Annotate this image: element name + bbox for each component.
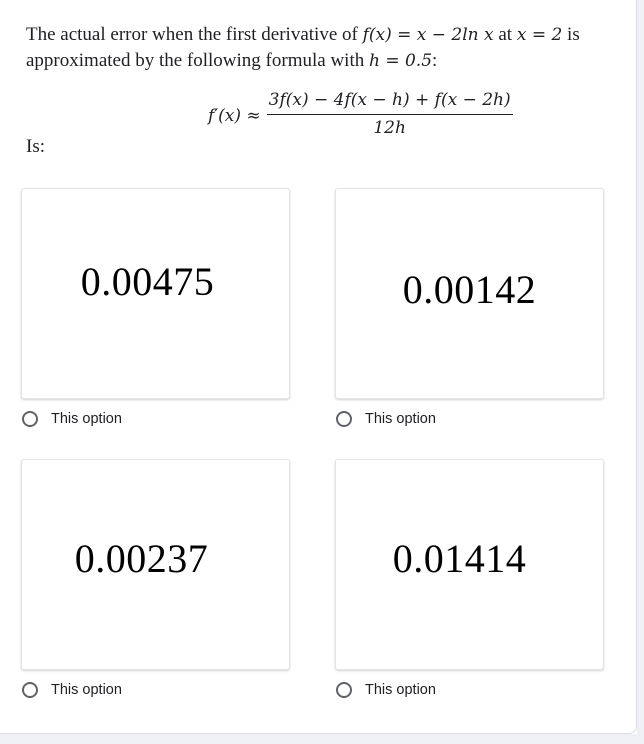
option-label-2: This option xyxy=(365,411,436,427)
derivative-formula xyxy=(208,90,513,138)
formula-lhs: f′(x) ≈ xyxy=(208,106,261,126)
page-background-edge xyxy=(637,0,644,744)
function-expression: f(x) = x − 2ln x xyxy=(362,25,494,45)
radio-button-2[interactable] xyxy=(336,411,352,427)
formula-denominator: 12h xyxy=(373,118,406,138)
option-label-3: This option xyxy=(51,682,122,698)
formula-fraction xyxy=(267,90,513,138)
option-radio-row-3[interactable] xyxy=(22,682,122,698)
option-radio-row-4[interactable] xyxy=(336,682,436,698)
option-card-1[interactable] xyxy=(21,188,290,399)
question-text-part: at xyxy=(493,24,517,45)
page-background-edge-bottom xyxy=(0,734,644,744)
radio-button-1[interactable] xyxy=(22,411,38,427)
question-text xyxy=(26,22,616,74)
option-radio-row-2[interactable] xyxy=(336,411,436,427)
option-value-2: 0.00142 xyxy=(402,267,537,312)
question-text-part: The actual error when the first derivative of xyxy=(26,24,363,45)
radio-button-4[interactable] xyxy=(336,682,352,698)
option-label-4: This option xyxy=(365,682,436,698)
option-radio-row-1[interactable] xyxy=(22,411,122,427)
question-text-part: is approximated by the following formula with xyxy=(26,24,580,71)
option-value-3: 0.00237 xyxy=(74,536,209,581)
point-expression: x = 2 xyxy=(516,25,563,45)
formula-numerator: 3f(x) − 4f(x − h) + f(x − 2h) xyxy=(267,90,513,115)
question-text-part: : xyxy=(432,50,438,71)
radio-button-3[interactable] xyxy=(22,682,38,698)
option-value-4: 0.01414 xyxy=(392,536,527,581)
is-label: Is: xyxy=(26,136,45,157)
option-label-1: This option xyxy=(51,411,122,427)
option-card-4[interactable] xyxy=(335,459,604,670)
step-size-expression: h = 0.5 xyxy=(368,51,433,71)
option-value-1: 0.00475 xyxy=(80,259,215,304)
option-card-3[interactable] xyxy=(21,459,290,670)
option-card-2[interactable] xyxy=(335,188,604,399)
